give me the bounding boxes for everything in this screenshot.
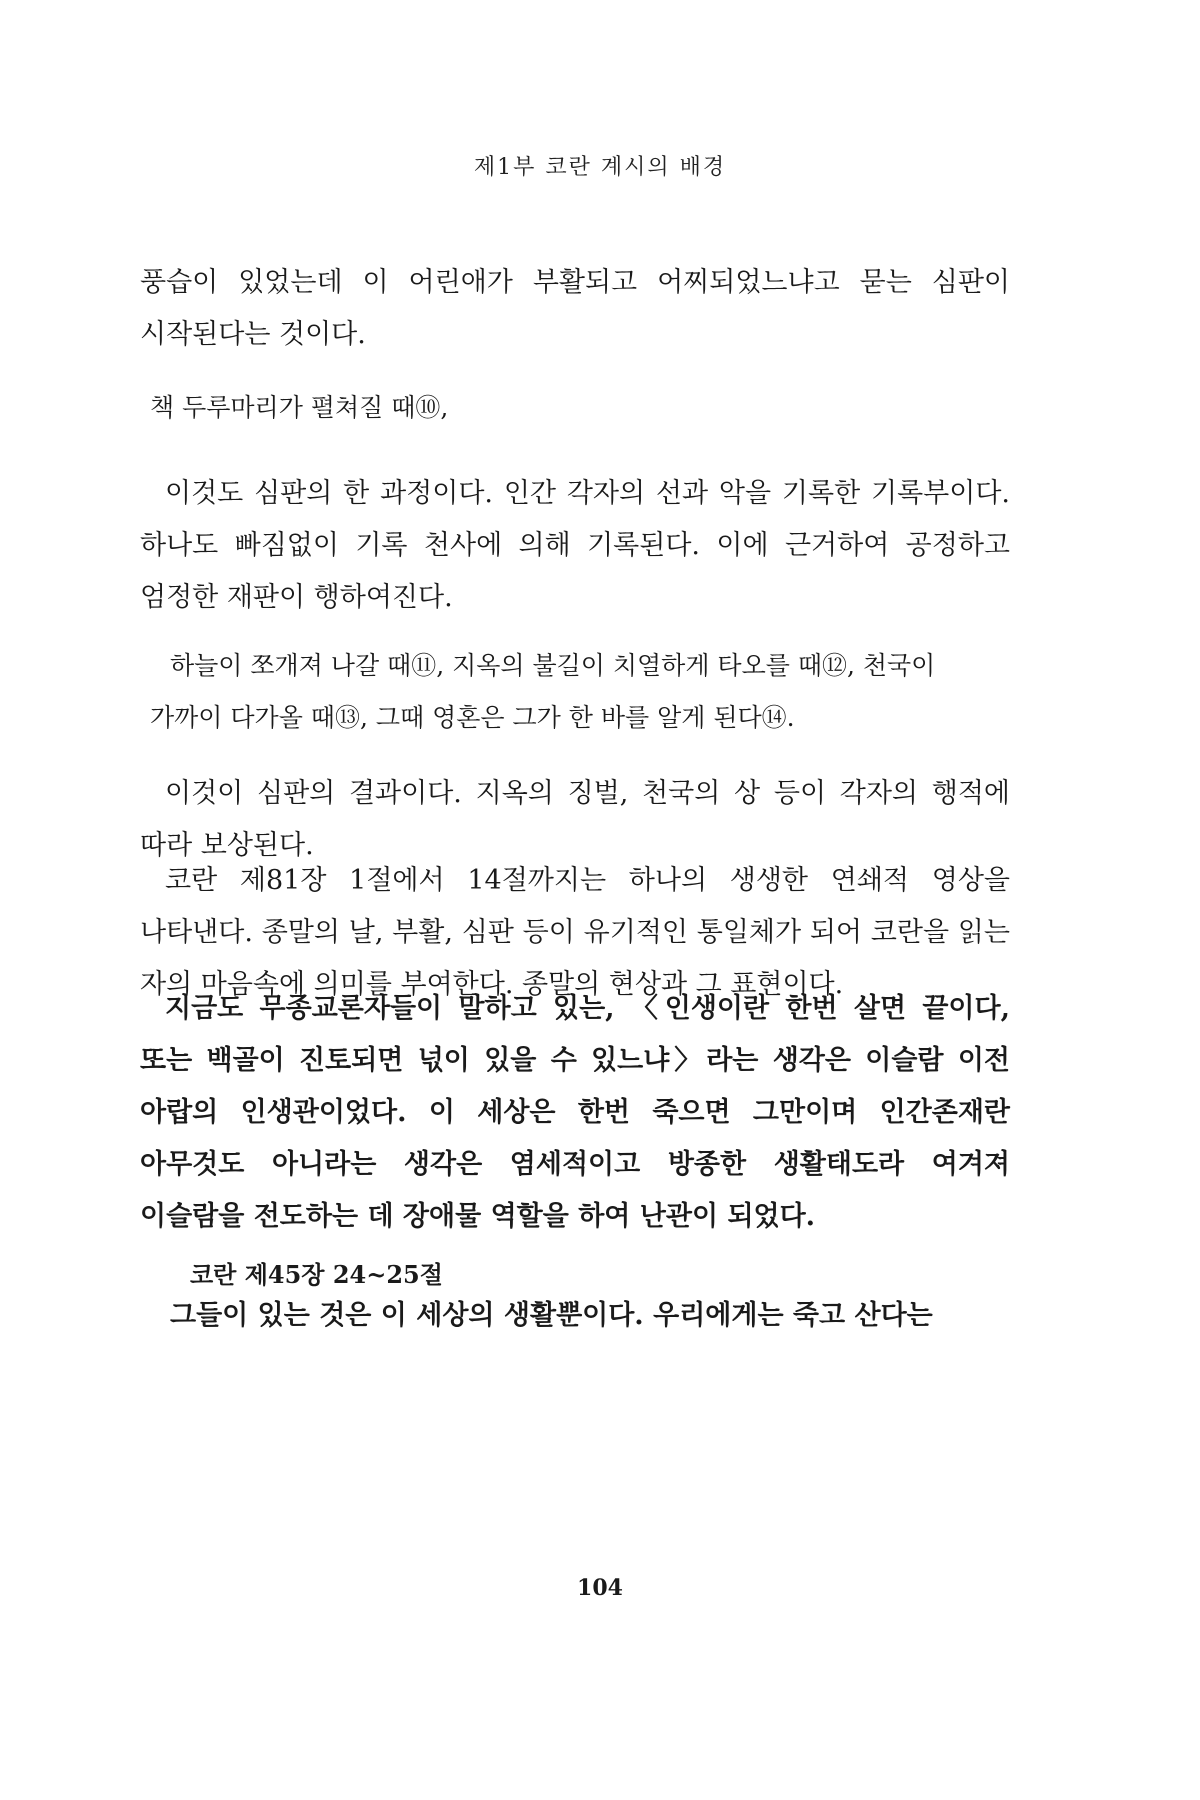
running-head: 제1부 코란 계시의 배경 (473, 155, 727, 180)
paragraph-worldview: 지금도 무종교론자들이 말하고 있는, 〈인생이란 한번 살면 끝이다, 또는 백골이 진토되면 넋이 있을 수 있느냐〉라는 생각은 이슬람 이전 아랍의 인생관이었다. 이 세상은 한번 죽으면 그만이며 인간존재란 아무것도 아니라는 생각은 염세적이고 방종한 생활태도라 여겨져 이슬람을 전도하는 데 장애물 역할을 하여 난관이 되었다. (140, 993, 1010, 1232)
paragraph-record: 이것도 심판의 한 과정이다. 인간 각자의 선과 악을 기록한 기록부이다. 하나도 빠짐없이 기록 천사에 의해 기록된다. 이에 근거하여 공정하고 엄정한 재판이 행하여진다. (140, 478, 1010, 613)
paragraph-intro: 풍습이 있었는데 이 어린애가 부활되고 어찌되었느냐고 묻는 심판이 시작된다는 것이다. (140, 267, 1010, 350)
paragraph-chapter81: 코란 제81장 1절에서 14절까지는 하나의 생생한 연쇄적 영상을 나타낸다. 종말의 날, 부활, 심판 등이 유기적인 통일체가 되어 코란을 읽는 자의 마음속에 의미를 부여한다. 종말의 현상과 그 표현이다. (140, 865, 1010, 1000)
section-heading: 코란 제45장 24~25절 (190, 1260, 443, 1289)
paragraph-result: 이것이 심판의 결과이다. 지옥의 징벌, 천국의 상 등이 각자의 행적에 따라 보상된다. (140, 778, 1010, 861)
paragraph-quote-start: 그들이 있는 것은 이 세상의 생활뿐이다. 우리에게는 죽고 산다는 (170, 1300, 933, 1331)
page-number: 104 (577, 1575, 623, 1601)
quote-scroll: 책 두루마리가 펼쳐질 때⑩, (150, 393, 449, 422)
quote-heaven: 하늘이 쪼개져 나갈 때⑪, 지옥의 불길이 치열하게 타오를 때⑫, 천국이 가까이 다가올 때⑬, 그때 영혼은 그가 한 바를 알게 된다⑭. (150, 651, 936, 732)
